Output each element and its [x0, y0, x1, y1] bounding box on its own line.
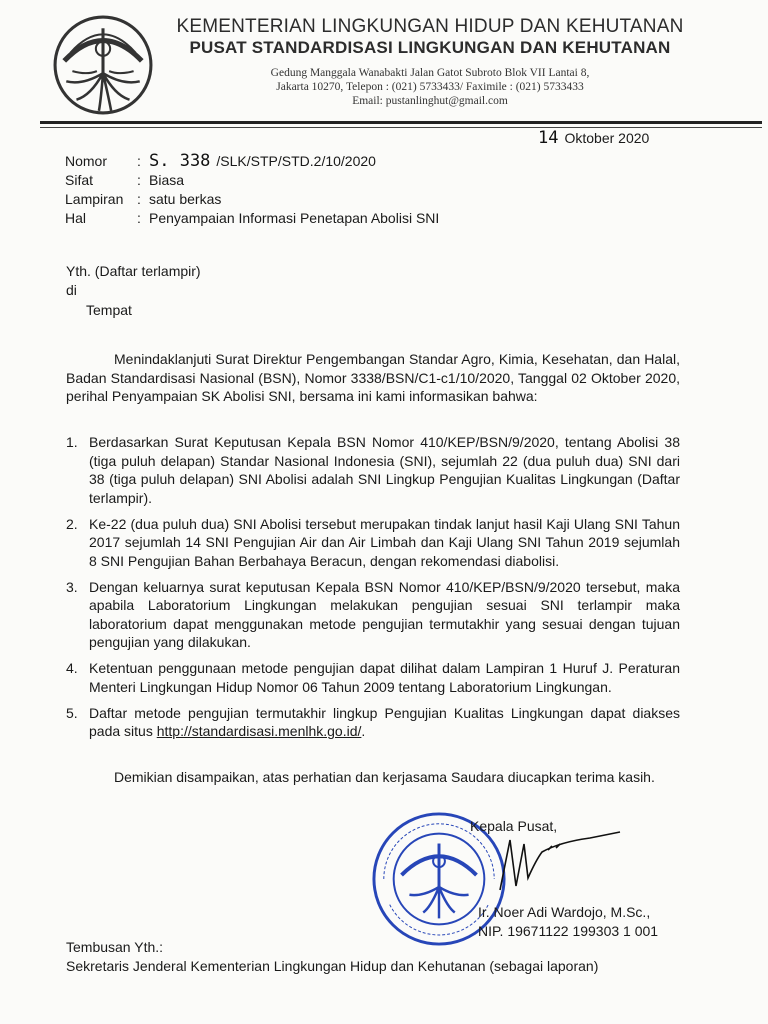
- cc-line: Sekretaris Jenderal Kementerian Lingkungan Hidup dan Kehutanan (sebagai laporan): [66, 958, 599, 974]
- list-text: Berdasarkan Surat Keputusan Kepala BSN Nomor 410/KEP/BSN/9/2020, tentang Abolisi 38 (tiga puluh delapan) Standar Nasional Indonesia (SNI), sejumlah 22 (dua puluh dua) SNI dari 38 (tiga puluh delapan) SNI Abolisi adalah SNI Lingkup Pengujian Kualitas Lingkungan (Daftar terlampir).: [89, 434, 680, 506]
- signatory-title: Kepala Pusat,: [470, 818, 558, 834]
- header-divider-thick: [40, 121, 762, 124]
- intro-paragraph: Menindaklanjuti Surat Direktur Pengembangan Standar Agro, Kimia, Kesehatan, dan Halal, Badan Standardisasi Nasional (BSN), Nomor 3338/BSN/C1-c1/10/2020, Tanggal 02 Oktober 2020, perihal Penyampaian SK Abolisi SNI, bersama ini kami informasikan bahwa:: [66, 351, 680, 404]
- website-link[interactable]: http://standardisasi.menlhk.go.id/: [156, 723, 362, 739]
- cc-heading: Tembusan Yth.:: [66, 939, 164, 955]
- list-text: [89, 704, 680, 741]
- meta-nomor: [65, 152, 439, 171]
- ministry-logo: [52, 14, 154, 116]
- meta-label: Lampiran: [65, 191, 124, 207]
- meta-colon: :: [137, 153, 141, 169]
- closing-paragraph: Demikian disampaikan, atas perhatian dan kerjasama Saudara diucapkan terima kasih.: [114, 769, 655, 785]
- list-number: 3.: [66, 578, 78, 595]
- header-divider-thin: [40, 127, 762, 128]
- list-item: [66, 578, 680, 652]
- date-day-handwritten: 14: [538, 128, 559, 148]
- list-number: 2.: [66, 515, 78, 532]
- recipient-line: di: [66, 282, 77, 298]
- date-month-year: Oktober 2020: [564, 130, 650, 146]
- list-text-end: .: [361, 723, 366, 739]
- recipient-place: Tempat: [86, 302, 132, 318]
- handwritten-signature: [470, 820, 630, 900]
- address-line: Jakarta 10270, Telepon : (021) 5733433/ Faximile : (021) 5733433: [276, 81, 584, 93]
- nomor-value: /SLK/STP/STD.2/10/2020: [216, 153, 376, 169]
- meta-label: Sifat: [65, 172, 94, 188]
- meta-label: Nomor: [65, 153, 108, 169]
- list-number: 1.: [66, 434, 78, 450]
- meta-lampiran: [65, 190, 439, 209]
- list-number: 5.: [66, 704, 78, 721]
- list-text-part: Daftar metode pengujian termutakhir lingkup Pengujian Kualitas Lingkungan dapat diakses pada situs: [89, 704, 680, 739]
- letterhead-center: PUSAT STANDARDISASI LINGKUNGAN DAN KEHUTANAN: [189, 38, 671, 57]
- meta-value: Penyampaian Informasi Penetapan Abolisi SNI: [149, 210, 440, 226]
- list-item: [66, 659, 680, 696]
- list-number: 4.: [66, 660, 78, 676]
- nomor-handwritten: S. 338: [149, 151, 211, 171]
- recipient-block: [66, 262, 201, 300]
- signatory-nip: NIP. 19671122 199303 1 001: [478, 923, 659, 939]
- signatory-name: Ir. Noer Adi Wardojo, M.Sc.,: [478, 904, 651, 920]
- meta-colon: :: [137, 210, 141, 226]
- list-text: Ke-22 (dua puluh dua) SNI Abolisi tersebut merupakan tindak lanjut hasil Kaji Ulang SNI Tahun 2017 sejumlah 14 SNI Pengujian Air dan Air Limbah dan Kaji Ulang SNI Tahun 2019 sejumlah 8 SNI Pengujian Bahan Berbahaya Beracun, dengan rekomendasi diabolisi.: [89, 515, 680, 569]
- points-list: [66, 433, 680, 748]
- meta-value: Biasa: [149, 172, 185, 188]
- letterhead-address: [170, 66, 690, 108]
- meta-label: Hal: [65, 210, 87, 226]
- list-item: [66, 515, 680, 571]
- letter-date: [538, 128, 649, 148]
- meta-sifat: [65, 171, 439, 190]
- list-text: Ketentuan penggunaan metode pengujian dapat dilihat dalam Lampiran 1 Huruf J. Peraturan Menteri Lingkungan Hidup Nomor 06 Tahun 2009 tentang Laboratorium Lingkungan.: [89, 660, 680, 695]
- email-line: Email: pustanlinghut@gmail.com: [352, 95, 508, 107]
- list-text: Dengan keluarnya surat keputusan Kepala BSN Nomor 410/KEP/BSN/9/2020 tersebut, maka apabila Laboratorium Lingkungan melakukan pengujian sesuai SNI terlampir maka laboratorium dapat menggunakan metode pengujian termutakhir yang sesuai dengan tujuan pengujian yang dilakukan.: [89, 578, 680, 650]
- letterhead-ministry: KEMENTERIAN LINGKUNGAN HIDUP DAN KEHUTANAN: [176, 16, 684, 37]
- meta-colon: :: [137, 191, 141, 207]
- list-item: [66, 704, 680, 741]
- address-line: Gedung Manggala Wanabakti Jalan Gatot Subroto Blok VII Lantai 8,: [270, 67, 590, 79]
- carbon-copy: [66, 938, 598, 976]
- list-item: [66, 433, 680, 507]
- meta-colon: :: [137, 172, 141, 188]
- meta-hal: [65, 209, 439, 228]
- recipient-line: Yth. (Daftar terlampir): [66, 263, 201, 279]
- letter-meta: [65, 152, 439, 228]
- signatory-block: [478, 903, 658, 941]
- meta-value: satu berkas: [149, 191, 222, 207]
